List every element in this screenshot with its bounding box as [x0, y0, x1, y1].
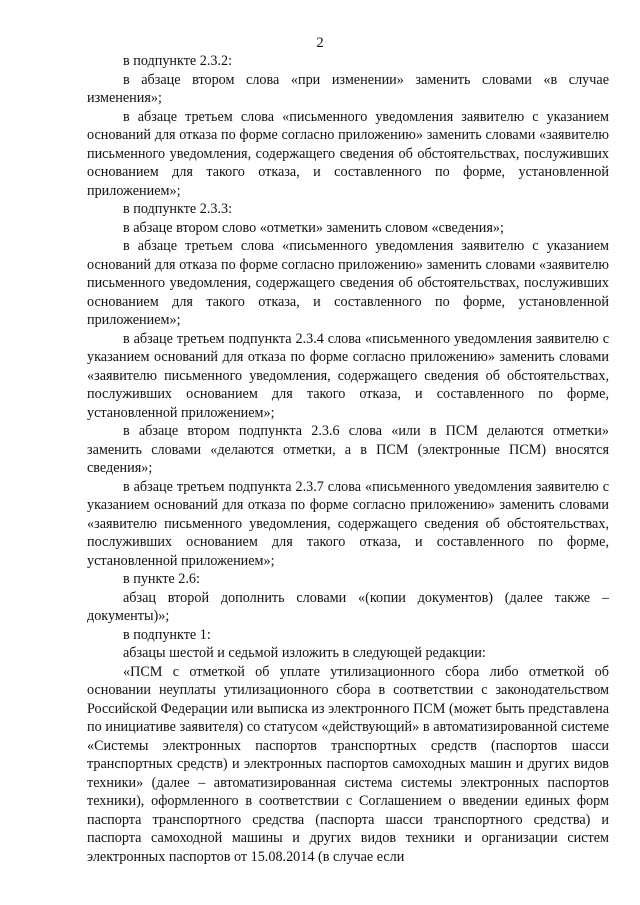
paragraph: в абзаце третьем слова «письменного уведомления заявителю с указанием оснований для отказа по форме согласно приложению» заменить словами «заявителю письменного уведомления, содержащего сведения об обстоятельствах, послуживших основанием для такого отказа, и составленного по форме, установленной приложением»; — [87, 108, 609, 199]
paragraph: в абзаце третьем слова «письменного уведомления заявителю с указанием оснований для отказа по форме согласно приложению» заменить словами «заявителю письменного уведомления, содержащего сведения об обстоятельствах, послуживших основанием для такого отказа, и составленного по форме, установленной приложением»; — [87, 238, 609, 328]
page-number: 2 — [316, 35, 324, 51]
paragraph: в абзаце втором слово «отметки» заменить словом «сведения»; — [123, 219, 504, 236]
paragraph: в абзаце втором подпункта 2.3.6 слова «или в ПСМ делаются отметки» заменить словами «делаются отметки, а в ПСМ (электронные ПСМ) вносятся сведения»; — [87, 423, 609, 476]
paragraph: в абзаце третьем подпункта 2.3.7 слова «письменного уведомления заявителю с указанием оснований для отказа по форме согласно приложению» заменить словами «заявителю письменного уведомления, содержащего сведения об обстоятельствах, послуживших основанием для такого отказа, и составленного по форме, установленной приложением»; — [87, 478, 609, 569]
paragraph-subclause-2-3-2: в подпункте 2.3.2: — [123, 53, 233, 69]
paragraph: абзацы шестой и седьмой изложить в следующей редакции: — [123, 645, 486, 661]
paragraph: в абзаце втором слова «при изменении» заменить словами «в случае изменения»; — [87, 71, 609, 106]
document-body — [87, 52, 609, 866]
paragraph-quoted-text: «ПСМ с отметкой об уплате утилизационного сбора либо отметкой об основании неуплаты утилизационного сбора в соответствии с законодательством Российской Федерации или выписка из электронного ПСМ (может быть представлена по инициативе заявителя) со статусом «действующий» в автоматизированной системе «Системы электронных паспортов транспортных средств (паспортов шасси транспортных средств) и электронных паспортов самоходных машин и других видов техники» (далее – автоматизированная система системы электронных паспортов техники), оформленного в соответствии с Соглашением о введении единых форм паспорта транспортного средства (паспорта шасси транспортного средства) и паспорта самоходной машины и других видов техники и организации систем электронных паспортов от 15.08.2014 (в случае если — [87, 663, 609, 865]
paragraph: абзац второй дополнить словами «(копии документов) (далее также – документы)»; — [87, 589, 609, 624]
paragraph-clause-2-6: в пункте 2.6: — [123, 571, 200, 587]
paragraph: в абзаце третьем подпункта 2.3.4 слова «письменного уведомления заявителю с указанием оснований для отказа по форме согласно приложению» заменить словами «заявителю письменного уведомления, содержащего сведения об обстоятельствах, послуживших основанием для такого отказа, и составленного по форме, установленной приложением»; — [87, 330, 609, 421]
paragraph-subclause-1: в подпункте 1: — [123, 626, 211, 643]
paragraph-subclause-2-3-3: в подпункте 2.3.3: — [123, 201, 233, 217]
